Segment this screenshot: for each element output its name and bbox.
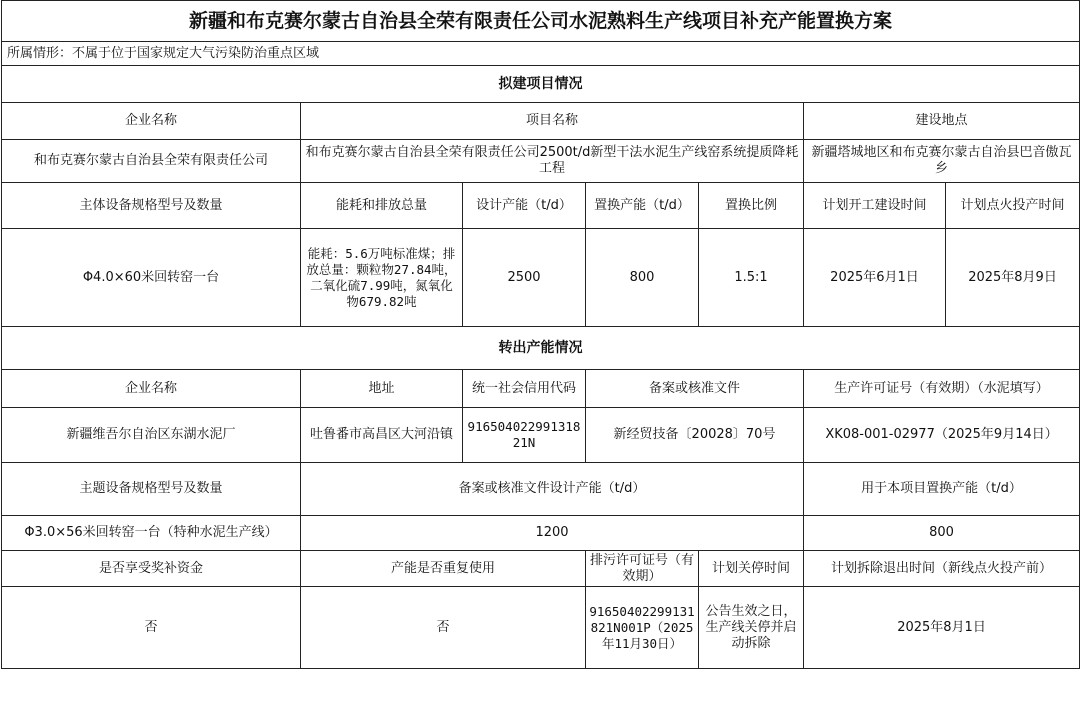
transfer-shutdown-time: 公告生效之日，生产线关停并启动拆除: [699, 587, 804, 669]
transfer-filing-capacity: 1200: [301, 516, 804, 551]
header-filing-doc: 备案或核准文件: [586, 370, 804, 408]
proposed-energy: 能耗：5.6万吨标准煤；排放总量：颗粒物27.84吨，二氧化硫7.99吨，氮氧化物679.82吨: [301, 229, 463, 327]
header-project: 项目名称: [301, 103, 804, 140]
section-title-transfer: 转出产能情况: [2, 327, 1080, 370]
transfer-reuse: 否: [301, 587, 586, 669]
header-address: 地址: [301, 370, 463, 408]
transfer-credit-code: 91650402299131821N: [463, 408, 586, 463]
transfer-license: XK08-001-02977（2025年9月14日）: [804, 408, 1080, 463]
header-ratio: 置换比例: [699, 183, 804, 229]
header-energy: 能耗和排放总量: [301, 183, 463, 229]
header-shutdown-time: 计划关停时间: [699, 551, 804, 587]
transfer-discharge-permit: 91650402299131821N001P（2025年11月30日）: [586, 587, 699, 669]
header-filing-capacity: 备案或核准文件设计产能（t/d）: [301, 463, 804, 516]
situation-row: 所属情形：不属于位于国家规定大气污染防治重点区域: [2, 42, 1080, 66]
transfer-address: 吐鲁番市高昌区大河沿镇: [301, 408, 463, 463]
transfer-used-capacity: 800: [804, 516, 1080, 551]
proposed-location: 新疆塔城地区和布克赛尔蒙古自治县巴音傲瓦乡: [804, 140, 1080, 183]
header-replaced-capacity: 置换产能（t/d）: [586, 183, 699, 229]
proposed-start-time: 2025年6月1日: [804, 229, 946, 327]
transfer-company: 新疆维吾尔自治区东湖水泥厂: [2, 408, 301, 463]
header-discharge-permit: 排污许可证号（有效期）: [586, 551, 699, 587]
header-design-capacity: 设计产能（t/d）: [463, 183, 586, 229]
capacity-replacement-table: [1, 0, 1080, 669]
proposed-replaced-capacity: 800: [586, 229, 699, 327]
proposed-production-time: 2025年8月9日: [946, 229, 1080, 327]
header-location: 建设地点: [804, 103, 1080, 140]
section-title-proposed: 拟建项目情况: [2, 66, 1080, 103]
proposed-design-capacity: 2500: [463, 229, 586, 327]
header-credit-code: 统一社会信用代码: [463, 370, 586, 408]
header-equipment: 主体设备规格型号及数量: [2, 183, 301, 229]
document-title: 新疆和布克赛尔蒙古自治县全荣有限责任公司水泥熟料生产线项目补充产能置换方案: [2, 1, 1080, 42]
header-reuse: 产能是否重复使用: [301, 551, 586, 587]
header-license: 生产许可证号（有效期）（水泥填写）: [804, 370, 1080, 408]
transfer-demolish-time: 2025年8月1日: [804, 587, 1080, 669]
transfer-filing-doc: 新经贸技备〔20028〕70号: [586, 408, 804, 463]
header-used-capacity: 用于本项目置换产能（t/d）: [804, 463, 1080, 516]
header-demolish-time: 计划拆除退出时间（新线点火投产前）: [804, 551, 1080, 587]
header-subsidy: 是否享受奖补资金: [2, 551, 301, 587]
header-transfer-equipment: 主题设备规格型号及数量: [2, 463, 301, 516]
header-transfer-company: 企业名称: [2, 370, 301, 408]
header-start-time: 计划开工建设时间: [804, 183, 946, 229]
proposed-ratio: 1.5:1: [699, 229, 804, 327]
header-production-time: 计划点火投产时间: [946, 183, 1080, 229]
header-company: 企业名称: [2, 103, 301, 140]
transfer-equipment: Φ3.0×56米回转窑一台（特种水泥生产线）: [2, 516, 301, 551]
transfer-subsidy: 否: [2, 587, 301, 669]
proposed-company: 和布克赛尔蒙古自治县全荣有限责任公司: [2, 140, 301, 183]
proposed-equipment: Φ4.0×60米回转窑一台: [2, 229, 301, 327]
proposed-project: 和布克赛尔蒙古自治县全荣有限责任公司2500t/d新型干法水泥生产线窑系统提质降耗工程: [301, 140, 804, 183]
